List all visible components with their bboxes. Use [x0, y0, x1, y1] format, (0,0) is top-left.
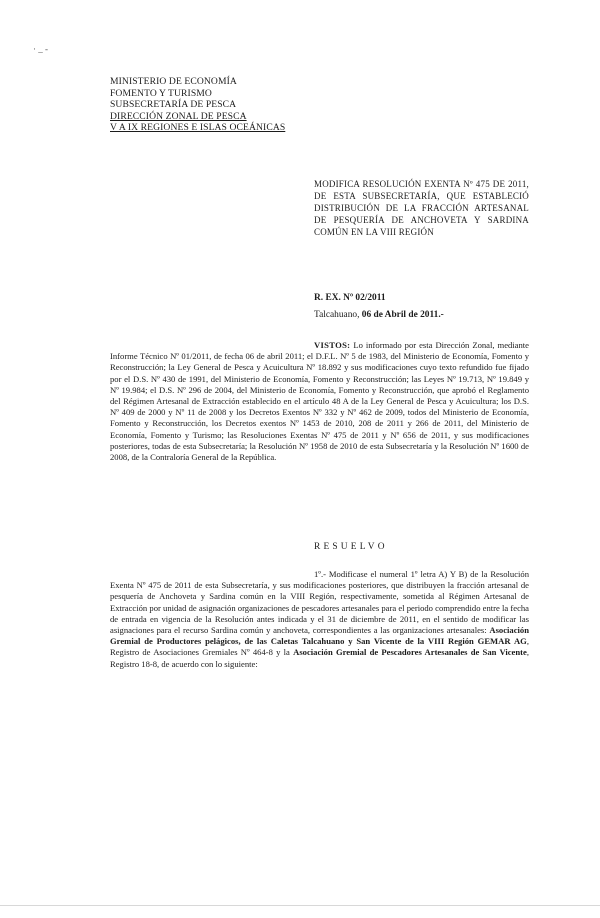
letterhead: [110, 76, 285, 134]
registry-gemar: , Registro de Asociaciones Gremiales Nº 464-8 y la: [110, 636, 529, 658]
point-1-paragraph: [110, 569, 529, 670]
letterhead-direccion: DIRECCIÓN ZONAL DE PESCA: [110, 110, 247, 122]
letterhead-subsecretaria: SUBSECRETARÍA DE PESCA: [110, 99, 237, 111]
letterhead-ministry: MINISTERIO DE ECONOMÍA: [110, 76, 237, 87]
vistos-lead: VISTOS:: [314, 340, 351, 350]
point-1-intro: 1º.- Modificase el numeral 1º letra A) Y B) de la Resolución Exenta Nº 475 de 2011 de esta Subsecretaría, y sus modificaciones posteriores, que distribuyen la fracción artesanal de pesquería de Anchoveta y Sardina común en la VIII Región, respectivamente, sometida al Régimen Artesanal de Extracción por unidad de asignación organizaciones de pescadores artesanales para el periodo comprendido entre la fecha de entrada en vigencia de la Resolución antes indicada y el 31 de diciembre de 2011, en el sentido de modificar las asignaciones para el recurso Sardina común y anchoveta, correspondientes a las organizaciones artesanales:: [110, 569, 529, 636]
resolution-number: R. EX. Nº 02/2011: [314, 293, 386, 303]
vistos-text: Lo informado por esta Dirección Zonal, mediante Informe Técnico Nº 01/2011, de fecha 06 de abril 2011; el D.F.L. Nº 5 de 1983, del Ministerio de Economía, Fomento y Reconstrucción; la Ley General de Pesca y Acuicultura Nº 18.892 y sus modificaciones cuyo texto refundido fue fijado por el D.S. Nº 430 de 1991, del Ministerio de Economía, Fomento y Reconstrucción; las Leyes Nº 19.713, Nº 19.849 y Nº 19.984; el D.S. Nº 296 de 2004, del Ministerio de Economía, Fomento y Reconstrucción, que aprobó el Reglamento del Régimen Artesanal de Extracción establecido en el artículo 48 A de la Ley General de Pesca y Acuicultura; los D.S. Nº 409 de 2000 y Nº 11 de 2008 y los Decretos Exentos Nº 332 y Nº 462 de 2009, todos del Ministerio de Economía, Fomento y Reconstrucción, los Decretos exentos Nº 1453 de 2010, 208 de 2011 y 266 de 2011, del Ministerio de Economía, Fomento y Turismo; las Resoluciones Exentas Nº 475 de 2011 y Nº 656 de 2011, y sus modificaciones posteriores, todas de esta Subsecretaría; la Resolución Nº 1958 de 2010 de esta Subsecretaría y la Resolución Nº 1600 de 2008, de la Contraloría General de la República.: [110, 340, 529, 463]
date: 06 de Abril de 2011.-: [361, 310, 444, 320]
registry-san-vicente: , Registro 18-8, de acuerdo con lo siguiente:: [110, 647, 529, 669]
place-date: [314, 310, 444, 320]
organization-san-vicente: Asociación Gremial de Pescadores Artesanales de San Vicente: [293, 647, 527, 658]
scan-mark: · _ -: [33, 44, 48, 54]
vistos-paragraph: [110, 340, 529, 463]
resuelvo-heading: RESUELVO: [314, 542, 388, 552]
organization-gemar: Asociación Gremial de Productores pelágicos, de las Caletas Talcahuano y San Vicente de la VIII Región GEMAR AG: [110, 625, 529, 647]
letterhead-fomento: FOMENTO Y TURISMO: [110, 87, 212, 99]
resolution-subject: MODIFICA RESOLUCIÓN EXENTA Nº 475 DE 2011, DE ESTA SUBSECRETARÍA, QUE ESTABLECIÓ DISTRIBUCIÓN DE LA FRACCIÓN ARTESANAL DE PESQUERÍA DE ANCHOVETA Y SARDINA COMÚN EN LA VIII REGIÓN: [314, 179, 529, 237]
scan-edge: [0, 905, 600, 906]
letterhead-regiones: V A IX REGIONES E ISLAS OCEÁNICAS: [110, 122, 286, 134]
place: Talcahuano,: [314, 310, 360, 320]
